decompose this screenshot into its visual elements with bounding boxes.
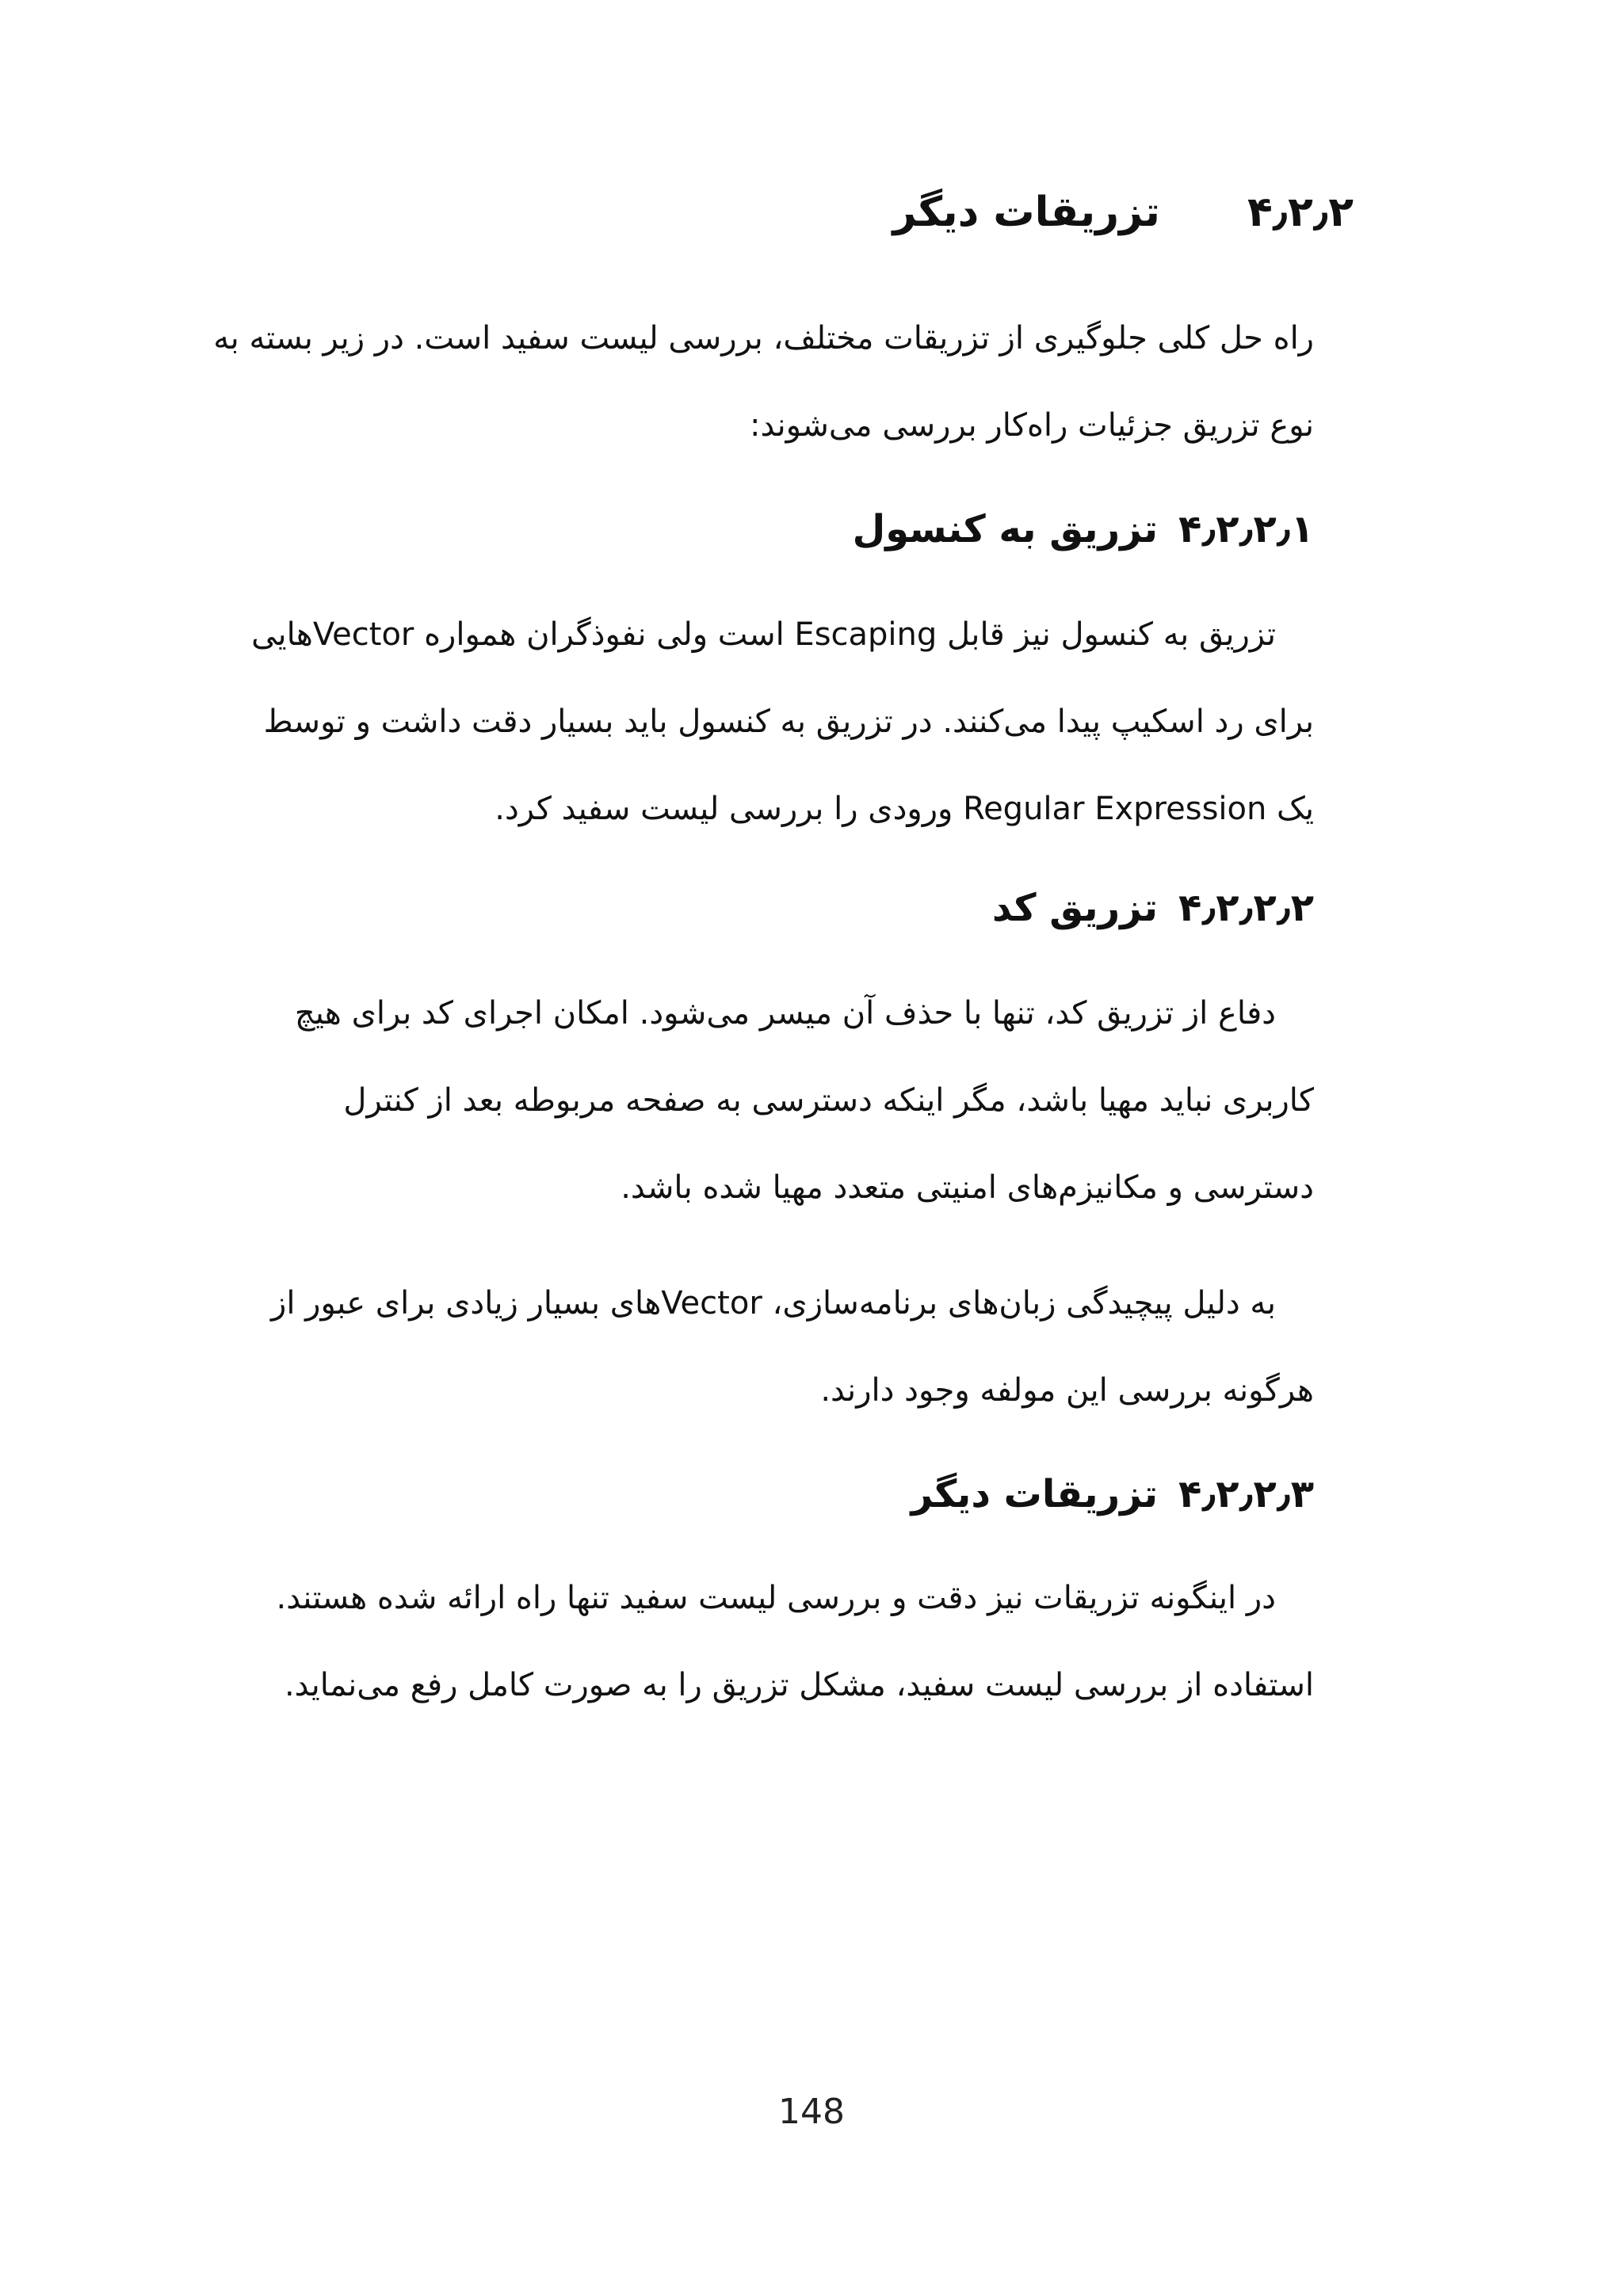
subsection-heading-console bbox=[853, 507, 1314, 551]
console-line-1: تزریق به کنسول نیز قابل Escaping است ولی نفوذگران همواره Vectorهایی bbox=[251, 616, 1276, 653]
console-paragraph bbox=[198, 591, 1314, 852]
subsection-heading-other bbox=[911, 1472, 1314, 1516]
other-line-2: استفاده از بررسی لیست سفید، مشکل تزریق را به صورت کامل رفع می‌نماید. bbox=[284, 1667, 1314, 1703]
console-line-2: برای رد اسکیپ پیدا می‌کنند. در تزریق به کنسول باید بسیار دقت داشت و توسط bbox=[263, 704, 1314, 740]
other-line-1: در اینگونه تزریقات نیز دقت و بررسی لیست سفید تنها راه ارائه شده هستند. bbox=[276, 1580, 1276, 1616]
subsection-number: ۴٫۲٫۲٫۲ bbox=[1178, 886, 1314, 930]
code-p2-line-2: هرگونه بررسی این مولفه وجود دارند. bbox=[820, 1372, 1314, 1409]
subsection-number: ۴٫۲٫۲٫۱ bbox=[1178, 507, 1314, 551]
subsection-number: ۴٫۲٫۲٫۳ bbox=[1178, 1472, 1314, 1516]
subsection-title: تزریق کد bbox=[991, 886, 1159, 930]
section-title: تزریقات دیگر bbox=[892, 189, 1160, 236]
code-p2-line-1: به دلیل پیچیدگی زبان‌های برنامه‌سازی، Vectorهای بسیار زیادی برای عبور از bbox=[271, 1285, 1276, 1322]
intro-paragraph bbox=[198, 295, 1314, 469]
code-line-2: کاربری نباید مهیا باشد، مگر اینکه دسترسی به صفحه مربوطه بعد از کنترل bbox=[343, 1082, 1314, 1119]
intro-line-2: نوع تزریق جزئیات راه‌کار بررسی می‌شوند: bbox=[750, 407, 1314, 444]
subsection-heading-code bbox=[992, 886, 1314, 930]
subsection-title: تزریق به کنسول bbox=[852, 507, 1159, 551]
section-number: ۴٫۲٫۲ bbox=[1247, 189, 1354, 236]
console-line-3: یک Regular Expression ورودی را بررسی لیست سفید کرد. bbox=[495, 791, 1314, 827]
code-line-3: دسترسی و مکانیزم‌های امنیتی متعدد مهیا شده باشد. bbox=[621, 1169, 1314, 1206]
other-paragraph bbox=[198, 1554, 1314, 1729]
code-line-1: دفاع از تزریق کد، تنها با حذف آن میسر می‌شود. امکان اجرای کد برای هیچ bbox=[294, 995, 1276, 1032]
page-number: 148 bbox=[778, 2092, 845, 2132]
subsection-title: تزریقات دیگر bbox=[911, 1472, 1159, 1516]
code-paragraph-1 bbox=[198, 970, 1314, 1231]
intro-line-1: راه حل کلی جلوگیری از تزریقات مختلف، بررسی لیست سفید است. در زیر بسته به bbox=[213, 320, 1314, 357]
section-heading bbox=[892, 189, 1354, 236]
code-paragraph-2 bbox=[198, 1260, 1314, 1434]
